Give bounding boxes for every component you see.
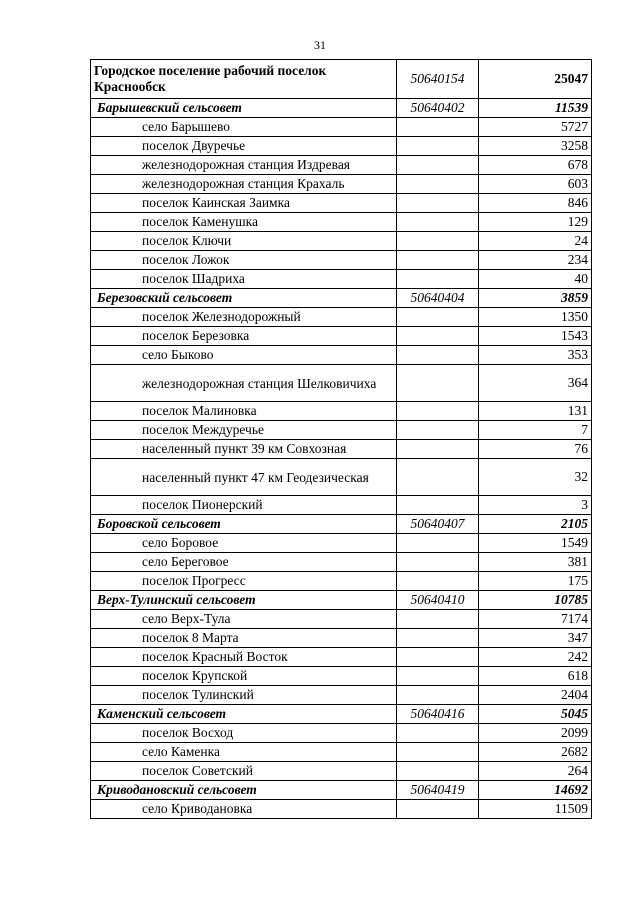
code-cell bbox=[397, 800, 479, 819]
locality-row bbox=[91, 194, 592, 213]
council-row bbox=[91, 289, 592, 308]
population-cell: 76 bbox=[479, 440, 592, 459]
locality-row bbox=[91, 156, 592, 175]
population-cell: 14692 bbox=[479, 781, 592, 800]
name-cell: поселок Тулинский bbox=[91, 686, 397, 705]
population-cell: 234 bbox=[479, 251, 592, 270]
code-cell bbox=[397, 440, 479, 459]
locality-row bbox=[91, 365, 592, 402]
population-cell: 1549 bbox=[479, 534, 592, 553]
code-cell bbox=[397, 496, 479, 515]
locality-row bbox=[91, 213, 592, 232]
name-cell: поселок Пионерский bbox=[91, 496, 397, 515]
code-cell: 50640419 bbox=[397, 781, 479, 800]
population-cell: 7 bbox=[479, 421, 592, 440]
locality-row bbox=[91, 496, 592, 515]
locality-row bbox=[91, 667, 592, 686]
locality-row bbox=[91, 553, 592, 572]
code-cell bbox=[397, 743, 479, 762]
locality-row bbox=[91, 402, 592, 421]
population-cell: 3 bbox=[479, 496, 592, 515]
population-cell: 2682 bbox=[479, 743, 592, 762]
name-cell: поселок Крупской bbox=[91, 667, 397, 686]
name-cell: поселок Красный Восток bbox=[91, 648, 397, 667]
name-cell: поселок Междуречье bbox=[91, 421, 397, 440]
name-cell: населенный пункт 39 км Совхозная bbox=[91, 440, 397, 459]
locality-row bbox=[91, 459, 592, 496]
locality-row bbox=[91, 346, 592, 365]
name-cell: село Береговое bbox=[91, 553, 397, 572]
code-cell bbox=[397, 327, 479, 346]
population-cell: 129 bbox=[479, 213, 592, 232]
population-cell: 175 bbox=[479, 572, 592, 591]
code-cell bbox=[397, 194, 479, 213]
name-cell: село Криводановка bbox=[91, 800, 397, 819]
locality-row bbox=[91, 270, 592, 289]
locality-row bbox=[91, 232, 592, 251]
population-cell: 3258 bbox=[479, 137, 592, 156]
population-cell: 131 bbox=[479, 402, 592, 421]
name-cell: поселок Березовка bbox=[91, 327, 397, 346]
locality-row bbox=[91, 175, 592, 194]
name-cell: село Каменка bbox=[91, 743, 397, 762]
population-cell: 678 bbox=[479, 156, 592, 175]
locality-row bbox=[91, 440, 592, 459]
locality-row bbox=[91, 800, 592, 819]
code-cell bbox=[397, 365, 479, 402]
name-cell: Городское поселение рабочий поселок Краснообск bbox=[91, 60, 397, 99]
population-cell: 11509 bbox=[479, 800, 592, 819]
name-cell: село Боровое bbox=[91, 534, 397, 553]
code-cell bbox=[397, 156, 479, 175]
code-cell: 50640416 bbox=[397, 705, 479, 724]
population-cell: 3859 bbox=[479, 289, 592, 308]
population-cell: 603 bbox=[479, 175, 592, 194]
code-cell bbox=[397, 724, 479, 743]
population-cell: 1350 bbox=[479, 308, 592, 327]
name-cell: поселок Шадриха bbox=[91, 270, 397, 289]
name-cell: поселок Железнодорожный bbox=[91, 308, 397, 327]
code-cell: 50640154 bbox=[397, 60, 479, 99]
name-cell: село Барышево bbox=[91, 118, 397, 137]
council-row bbox=[91, 99, 592, 118]
code-cell bbox=[397, 402, 479, 421]
population-cell: 5045 bbox=[479, 705, 592, 724]
code-cell bbox=[397, 629, 479, 648]
name-cell: железнодорожная станция Шелковичиха bbox=[91, 365, 397, 402]
population-cell: 364 bbox=[479, 365, 592, 402]
name-cell: село Верх-Тула bbox=[91, 610, 397, 629]
code-cell bbox=[397, 459, 479, 496]
code-cell bbox=[397, 308, 479, 327]
population-cell: 25047 bbox=[479, 60, 592, 99]
settlements-table bbox=[90, 59, 592, 819]
name-cell: железнодорожная станция Издревая bbox=[91, 156, 397, 175]
population-cell: 7174 bbox=[479, 610, 592, 629]
population-cell: 10785 bbox=[479, 591, 592, 610]
locality-row bbox=[91, 327, 592, 346]
population-cell: 5727 bbox=[479, 118, 592, 137]
code-cell bbox=[397, 421, 479, 440]
code-cell bbox=[397, 686, 479, 705]
code-cell bbox=[397, 762, 479, 781]
population-cell: 40 bbox=[479, 270, 592, 289]
name-cell: поселок Ключи bbox=[91, 232, 397, 251]
locality-row bbox=[91, 308, 592, 327]
locality-row bbox=[91, 610, 592, 629]
code-cell: 50640404 bbox=[397, 289, 479, 308]
locality-row bbox=[91, 534, 592, 553]
council-row bbox=[91, 591, 592, 610]
name-cell: поселок Малиновка bbox=[91, 402, 397, 421]
locality-row bbox=[91, 762, 592, 781]
council-row bbox=[91, 515, 592, 534]
locality-row bbox=[91, 648, 592, 667]
population-cell: 846 bbox=[479, 194, 592, 213]
population-cell: 347 bbox=[479, 629, 592, 648]
locality-row bbox=[91, 421, 592, 440]
name-cell: Боровской сельсовет bbox=[91, 515, 397, 534]
council-row bbox=[91, 781, 592, 800]
name-cell: Верх-Тулинский сельсовет bbox=[91, 591, 397, 610]
name-cell: поселок Восход bbox=[91, 724, 397, 743]
name-cell: железнодорожная станция Крахаль bbox=[91, 175, 397, 194]
code-cell bbox=[397, 251, 479, 270]
name-cell: поселок Ложок bbox=[91, 251, 397, 270]
name-cell: поселок 8 Марта bbox=[91, 629, 397, 648]
population-cell: 353 bbox=[479, 346, 592, 365]
code-cell bbox=[397, 213, 479, 232]
population-cell: 24 bbox=[479, 232, 592, 251]
code-cell bbox=[397, 534, 479, 553]
code-cell bbox=[397, 175, 479, 194]
name-cell: Барышевский сельсовет bbox=[91, 99, 397, 118]
population-cell: 2099 bbox=[479, 724, 592, 743]
code-cell bbox=[397, 610, 479, 629]
code-cell bbox=[397, 572, 479, 591]
code-cell: 50640410 bbox=[397, 591, 479, 610]
locality-row bbox=[91, 686, 592, 705]
name-cell: село Быково bbox=[91, 346, 397, 365]
locality-row bbox=[91, 572, 592, 591]
code-cell bbox=[397, 346, 479, 365]
population-cell: 2404 bbox=[479, 686, 592, 705]
locality-row bbox=[91, 118, 592, 137]
code-cell bbox=[397, 667, 479, 686]
locality-row bbox=[91, 743, 592, 762]
name-cell: Березовский сельсовет bbox=[91, 289, 397, 308]
name-cell: поселок Двуречье bbox=[91, 137, 397, 156]
population-cell: 381 bbox=[479, 553, 592, 572]
name-cell: поселок Каменушка bbox=[91, 213, 397, 232]
settlement-row bbox=[91, 60, 592, 99]
locality-row bbox=[91, 251, 592, 270]
code-cell bbox=[397, 232, 479, 251]
population-cell: 1543 bbox=[479, 327, 592, 346]
page-number: 31 bbox=[314, 38, 326, 52]
name-cell: населенный пункт 47 км Геодезическая bbox=[91, 459, 397, 496]
council-row bbox=[91, 705, 592, 724]
population-cell: 618 bbox=[479, 667, 592, 686]
population-cell: 264 bbox=[479, 762, 592, 781]
population-cell: 32 bbox=[479, 459, 592, 496]
code-cell bbox=[397, 553, 479, 572]
code-cell bbox=[397, 270, 479, 289]
table-body bbox=[91, 60, 592, 819]
name-cell: поселок Каинская Заимка bbox=[91, 194, 397, 213]
code-cell: 50640402 bbox=[397, 99, 479, 118]
name-cell: Каменский сельсовет bbox=[91, 705, 397, 724]
population-cell: 2105 bbox=[479, 515, 592, 534]
name-cell: поселок Прогресс bbox=[91, 572, 397, 591]
name-cell: Криводановский сельсовет bbox=[91, 781, 397, 800]
code-cell bbox=[397, 137, 479, 156]
locality-row bbox=[91, 137, 592, 156]
locality-row bbox=[91, 724, 592, 743]
population-cell: 11539 bbox=[479, 99, 592, 118]
name-cell: поселок Советский bbox=[91, 762, 397, 781]
locality-row bbox=[91, 629, 592, 648]
code-cell bbox=[397, 118, 479, 137]
code-cell: 50640407 bbox=[397, 515, 479, 534]
code-cell bbox=[397, 648, 479, 667]
population-cell: 242 bbox=[479, 648, 592, 667]
